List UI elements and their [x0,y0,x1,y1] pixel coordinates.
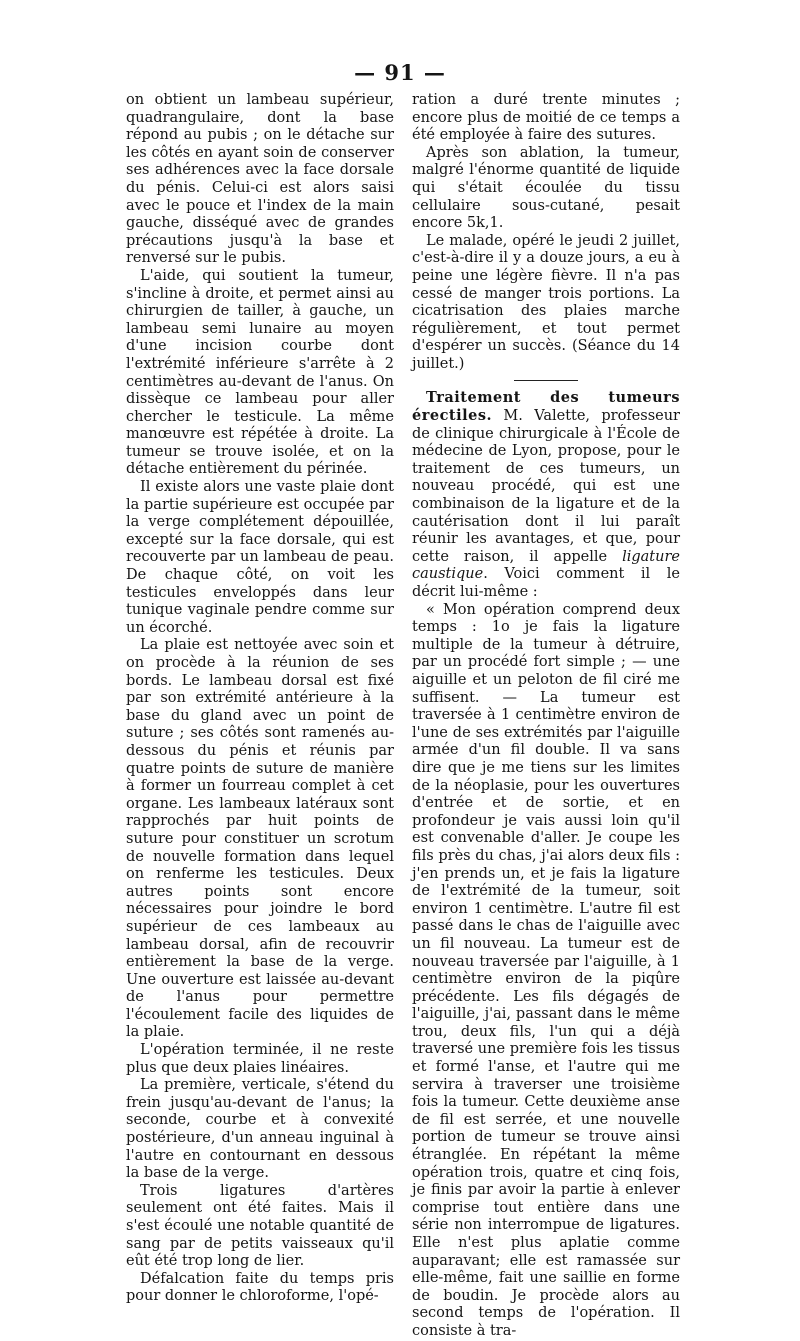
section-intro: M. Valette, professeur de clinique chirurgicale à l'École de médecine de Lyon, propose, pour le traitement de ces tumeurs, un nouveau procédé, qui est une combinaison de la ligature et de la cautérisation dont il lui paraît réunir les avantages, et que, pour cette raison, il appelle [412,408,680,565]
paragraph: Il existe alors une vaste plaie dont la partie supérieure est occupée par la verge complétement dépouillée, excepté sur la face dorsale, qui est recouverte par un lambeau de peau. De chaque côté, on voit les testicules enveloppés dans leur tunique vaginale pendre comme sur un écorché. [126,479,394,636]
paragraph: Le malade, opéré le jeudi 2 juillet, c'est-à-dire il y a douze jours, a eu à peine une légère fièvre. Il n'a pas cessé de manger trois portions. La cicatrisation des plaies marche régulièrement, et tout permet d'espérer un succès. (Séance du 14 juillet.) [412,232,680,372]
section-paragraph [412,389,680,602]
paragraph: La première, verticale, s'étend du frein jusqu'au-devant de l'anus; la seconde, courbe et à convexité postérieure, d'un anneau inguinal à l'autre en contournant en dessous la base de la verge. [126,1077,394,1182]
right-column [412,92,680,1341]
paragraph: Défalcation faite du temps pris pour donner le chloroforme, l'opé- [126,1270,394,1305]
section-intro-end: . Voici comment il le décrit lui-même : [412,566,680,601]
paragraph: ration a duré trente minutes ; encore plus de moitié de ce temps a été employée à faire des sutures. [412,92,680,144]
paragraph: L'aide, qui soutient la tumeur, s'incline à droite, et permet ainsi au chirurgien de tailler, à gauche, un lambeau semi lunaire au moyen d'une incision courbe dont l'extrémité inférieure s'arrête à 2 centimètres au-devant de l'anus. On dissèque ce lambeau pour aller chercher le testicule. La même manœuvre est répétée à droite. La tumeur se trouve isolée, et on la détache entièrement du périnée. [126,267,394,478]
paragraph: on obtient un lambeau supérieur, quadrangulaire, dont la base répond au pubis ; on le détache sur les côtés en ayant soin de conserver ses adhérences avec la face dorsale du pénis. Celui-ci est alors saisi avec le pouce et l'index de la main gauche, disséqué avec de grandes précautions jusqu'à la base et renversé sur le pubis. [126,92,394,267]
section-divider [514,380,578,381]
paragraph: La plaie est nettoyée avec soin et on procède à la réunion de ses bords. Le lambeau dorsal est fixé par son extrémité antérieure à la base du gland avec un point de suture ; ses côtés sont ramenés au-dessous du pénis et réunis par quatre points de suture de manière à former un fourreau complet à cet organe. Les lambeaux latéraux sont rapprochés par huit points de suture pour constituer un scrotum de nouvelle formation dans lequel on renferme les testicules. Deux autres points sont encore nécessaires pour joindre le bord supérieur de ces lambeaux au lambeau dorsal, afin de recouvrir entièrement la base de la verge. Une ouverture est laissée au-devant de l'anus pour permettre l'écoulement facile des liquides de la plaie. [126,637,394,1041]
paragraph: Après son ablation, la tumeur, malgré l'énorme quantité de liquide qui s'était écoulée du tissu cellulaire sous-cutané, pesait encore 5k,1. [412,144,680,232]
paragraph: L'opération terminée, il ne reste plus que deux plaies linéaires. [126,1042,394,1076]
paragraph: Trois ligatures d'artères seulement ont été faites. Mais il s'est écoulé une notable quantité de sang par de petits vaisseaux qu'il eût été trop long de lier. [126,1182,394,1270]
section-term: ligature caustique [412,548,680,583]
left-column [126,92,394,1306]
page-number: — 91 — [354,60,446,85]
paragraph: « Mon opération comprend deux temps : 1o je fais la ligature multiple de la tumeur à détruire, par un procédé fort simple ; — une aiguille et un peloton de fil ciré me suffisent. — La tumeur est traversée à 1 centimètre environ de l'une de ses extrémités par l'aiguille armée d'un fil double. Il va sans dire que je me tiens sur les limites de la néoplasie, pour les ouvertures d'entrée et de sortie, et en profondeur je vais aussi loin qu'il est convenable d'aller. Je coupe les fils près du chas, j'ai alors deux fils : j'en prends un, et je fais la ligature de l'extrémité de la tumeur, soit environ 1 centimètre. L'autre fil est passé dans le chas de l'aiguille avec un fil nouveau. La tumeur est de nouveau traversée par l'aiguille, à 1 centimètre environ de la piqûre précédente. Les fils dégagés de l'aiguille, j'ai, passant dans le même trou, deux fils, l'un qui a déjà traversé une première fois les tissus et formé l'anse, et l'autre qui me servira à traverser une troisième fois la tumeur. Cette deuxième anse de fil est serrée, et une nouvelle portion de tumeur se trouve ainsi étranglée. En répétant la même opération trois, quatre et cinq fois, je finis par avoir la partie à enlever comprise tout entière dans une série non interrompue de ligatures. Elle n'est plus aplatie comme auparavant; elle est ramassée sur elle-même, fait une saillie en forme de boudin. Je procède alors au second temps de l'opération. Il consiste à tra- [412,601,680,1339]
section-heading: Traitement des tumeurs érectiles. [412,388,680,425]
